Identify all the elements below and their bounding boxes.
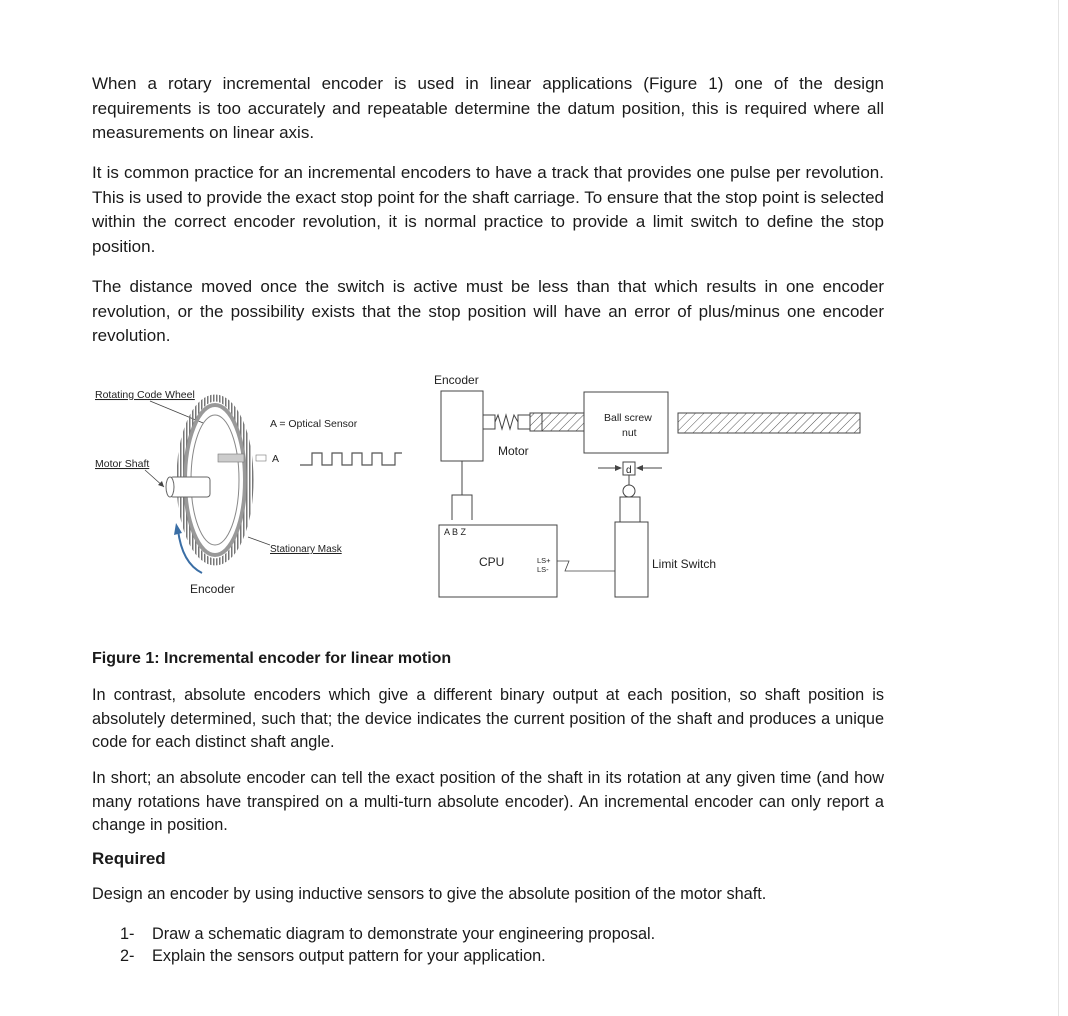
ball-screw-shaft <box>678 413 860 433</box>
screw-segment <box>542 413 584 431</box>
task-list <box>120 923 655 967</box>
switch-roller <box>623 485 635 497</box>
page-edge <box>1058 0 1059 1016</box>
limit-switch-label: Limit Switch <box>652 557 717 571</box>
motor-shaft <box>170 477 210 497</box>
abz-label: A B Z <box>444 527 467 537</box>
motor <box>530 413 542 431</box>
encoder-left-label: Encoder <box>190 582 235 596</box>
sensor-a-label: A <box>272 453 280 465</box>
ball-screw-label: Ball screw <box>604 412 652 424</box>
required-task: Design an encoder by using inductive sensors to give the absolute position of the motor shaft. <box>92 885 767 903</box>
ball-screw-nut-label: nut <box>622 427 637 439</box>
limit-switch <box>615 522 648 597</box>
paragraph-absolute-encoders: In contrast, absolute encoders which give a different binary output at each position, so shaft position is absolutely determined, such that; the device indicates the current position of the shaft and produces a unique code for each distinct shaft angle. <box>92 686 884 751</box>
figure-incremental-encoder <box>90 365 870 615</box>
cpu-label: CPU <box>479 555 505 569</box>
task-number: 2- <box>120 947 135 965</box>
task-item <box>120 923 655 945</box>
motor-shaft-label: Motor Shaft <box>95 458 150 470</box>
task-item <box>120 945 655 967</box>
linear-axis-schematic <box>434 373 860 597</box>
rotary-encoder-drawing <box>95 389 402 596</box>
task-text: Draw a schematic diagram to demonstrate your engineering proposal. <box>152 925 656 943</box>
ls-plus-label: LS+ <box>537 556 551 565</box>
pulse-waveform <box>300 453 402 465</box>
stationary-mask <box>218 454 244 462</box>
task-text: Explain the sensors output pattern for your application. <box>152 947 546 965</box>
switch-wire <box>557 561 615 571</box>
figure-caption: Figure 1: Incremental encoder for linear motion <box>92 650 452 667</box>
task-number: 1- <box>120 925 135 943</box>
encoder-top-label: Encoder <box>434 373 479 387</box>
paragraph-comparison: In short; an absolute encoder can tell the exact position of the shaft in its rotation at any given time (and how many rotations have transpired on a multi-turn absolute encoder). An incremental encoder can only report a change in position. <box>92 769 884 834</box>
stationary-mask-label: Stationary Mask <box>270 544 342 555</box>
coupling <box>495 415 518 429</box>
paragraph-intro: When a rotary incremental encoder is used in linear applications (Figure 1) one of the design requirements is too accurately and repeatable determine the datum position, this is required where all measurements on linear axis. <box>92 74 884 142</box>
encoder-box <box>441 391 483 461</box>
rotating-code-wheel-label: Rotating Code Wheel <box>95 389 195 401</box>
ls-minus-label: LS- <box>537 565 549 574</box>
optical-sensor <box>256 455 266 461</box>
optical-sensor-label: A = Optical Sensor <box>270 418 358 430</box>
required-heading: Required <box>92 849 166 868</box>
motor-label: Motor <box>498 444 529 458</box>
paragraph-pulse-track: It is common practice for an incremental encoders to have a track that provides one pulse per revolution. This is used to provide the exact stop point for the shaft carriage. To ensure that the stop point is selected within the correct encoder revolution, it is normal practice to provide a limit switch to define the stop position. <box>92 163 884 256</box>
paragraph-switch-distance: The distance moved once the switch is active must be less than that which results in one encoder revolution, or the possibility exists that the stop position will have an error of plus/minus one encoder revolution. <box>92 277 884 345</box>
d-label: d <box>626 465 632 476</box>
